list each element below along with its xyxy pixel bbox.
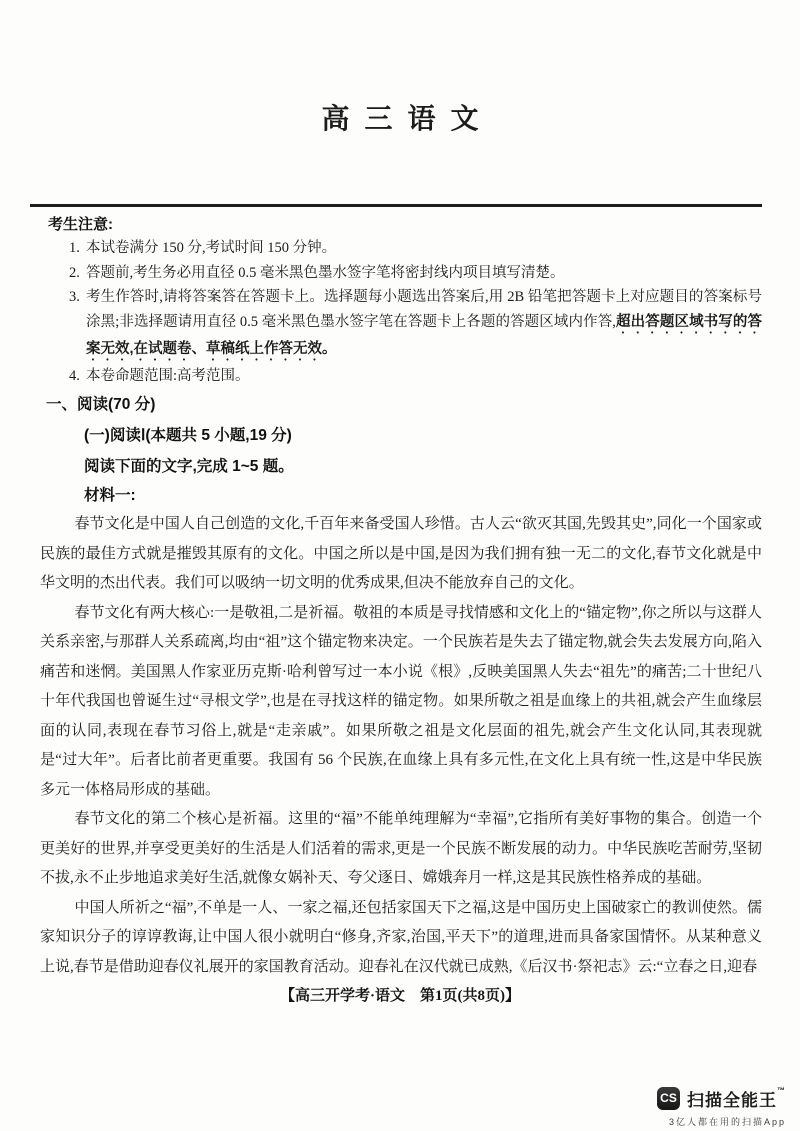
page-footer: 【高三开学考·语文 第1页(共8页)】: [280, 988, 520, 1004]
material-paragraph-4: 中国人所祈之“福”,不单是一人、一家之福,还包括家国天下之福,这是中国历史上国破家亡的教训使然。儒家知识分子的谆谆教诲,让中国人很小就明白“修身,齐家,治国,平天下”的道理,进而具备家国情怀。从某种意义上说,春节是借助迎春仪礼展开的家国教育活动。迎春礼在汉代就已成熟,《后汉书·祭祀志》云:“立春之日,迎春: [40, 899, 762, 975]
notice-item-text: 本试卷满分 150 分,考试时间 150 分钟。: [86, 240, 337, 256]
reading-section: [40, 389, 762, 982]
notice-item-text: 答题前,考生务必用直径 0.5 毫米黑色墨水签字笔将密封线内项目填写清楚。: [86, 264, 565, 281]
camscanner-watermark: [657, 1086, 786, 1128]
section-heading-reading: 一、阅读(70 分): [46, 396, 156, 413]
notice-heading: 考生注意:: [48, 216, 113, 233]
material-paragraph-2: 春节文化有两大核心:一是敬祖,二是祈福。敬祖的本质是寻找情感和文化上的“锚定物”,你之所以与这群人关系亲密,与那群人关系疏离,均由“祖”这个锚定物来决定。一个民族若是失去了锚定物,就会失去发展方向,陷入痛苦和迷惘。美国黑人作家亚历克斯·哈利曾写过一本小说《根》,反映美国黑人失去“祖先”的痛苦;二十世纪八十年代我国也曾诞生过“寻根文学”,也是在寻找这样的锚定物。如果所敬之祖是血缘上的共祖,就会产生血缘层面的认同,表现在春节习俗上,就是“走亲戚”。如果所敬之祖是文化层面的祖先,就会产生文化认同,其表现就是“过大年”。后者比前者更重要。我国有 56 个民族,在血缘上具有多元性,在文化上具有统一性,这是中华民族多元一体格局形成的基础。: [40, 604, 762, 798]
notice-item-text: 本卷命题范围:高考范围。: [86, 367, 250, 384]
notice-item-emphasized-text: 超出答题区域书写的答案无效,在试题卷、草稿纸上作答无效。: [86, 313, 762, 357]
reading-instruction: 阅读下面的文字,完成 1~5 题。: [84, 458, 294, 475]
notice-item-3: [48, 285, 762, 364]
material-paragraph-1: 春节文化是中国人自己创造的文化,千百年来备受国人珍惜。古人云“欲灭其国,先毁其史”,同化一个国家或民族的最佳方式就是摧毁其原有的文化。中国之所以是中国,是因为我们拥有独一无二的文化,春节文化就是中华文明的杰出代表。我们可以吸纳一切文明的优秀成果,但决不能放弃自己的文化。: [40, 516, 762, 591]
trademark-symbol: ™: [777, 1086, 786, 1095]
notice-item-number: 1.: [69, 240, 80, 256]
page-title: 高三语文: [321, 104, 494, 135]
notice-item-number: 3.: [69, 289, 80, 306]
notice-item-number: 2.: [69, 264, 80, 281]
camscanner-brand-text: [687, 1086, 786, 1111]
camscanner-logo-row: [657, 1086, 786, 1111]
notice-item-4: [48, 364, 762, 389]
subsection-heading-reading-1: (一)阅读Ⅰ(本题共 5 小题,19 分): [84, 427, 292, 444]
header-divider: [30, 204, 762, 207]
camscanner-icon: CS: [657, 1087, 680, 1110]
material-paragraph-3: 春节文化的第二个核心是祈福。这里的“福”不能单纯理解为“幸福”,它指所有美好事物的集合。创造一个更美好的世界,并享受更美好的生活是人们活着的需求,更是一个民族不断发展的动力。中华民族吃苦耐劳,坚韧不拔,永不止步地追求美好生活,就像女娲补天、夸父逐日、嫦娥奔月一样,这是其民族性格养成的基础。: [40, 811, 762, 886]
camscanner-tagline: 3亿人都在用的扫描App: [668, 1117, 786, 1127]
candidate-notice-section: [48, 213, 762, 388]
camscanner-brand-name: 扫描全能王: [687, 1091, 777, 1110]
material-1-label: 材料一:: [84, 487, 136, 504]
notice-item-1: [48, 236, 762, 261]
notice-item-text: 考生作答时,请将答案答在答题卡上。选择题每小题选出答案后,用 2B 铅笔把答题卡上对应题目的答案标号涂黑;非选择题请用直径 0.5 毫米黑色墨水签字笔在答题卡上各题的答题区域内作答,: [86, 289, 762, 330]
notice-item-2: [48, 261, 762, 286]
notice-item-number: 4.: [69, 367, 80, 384]
